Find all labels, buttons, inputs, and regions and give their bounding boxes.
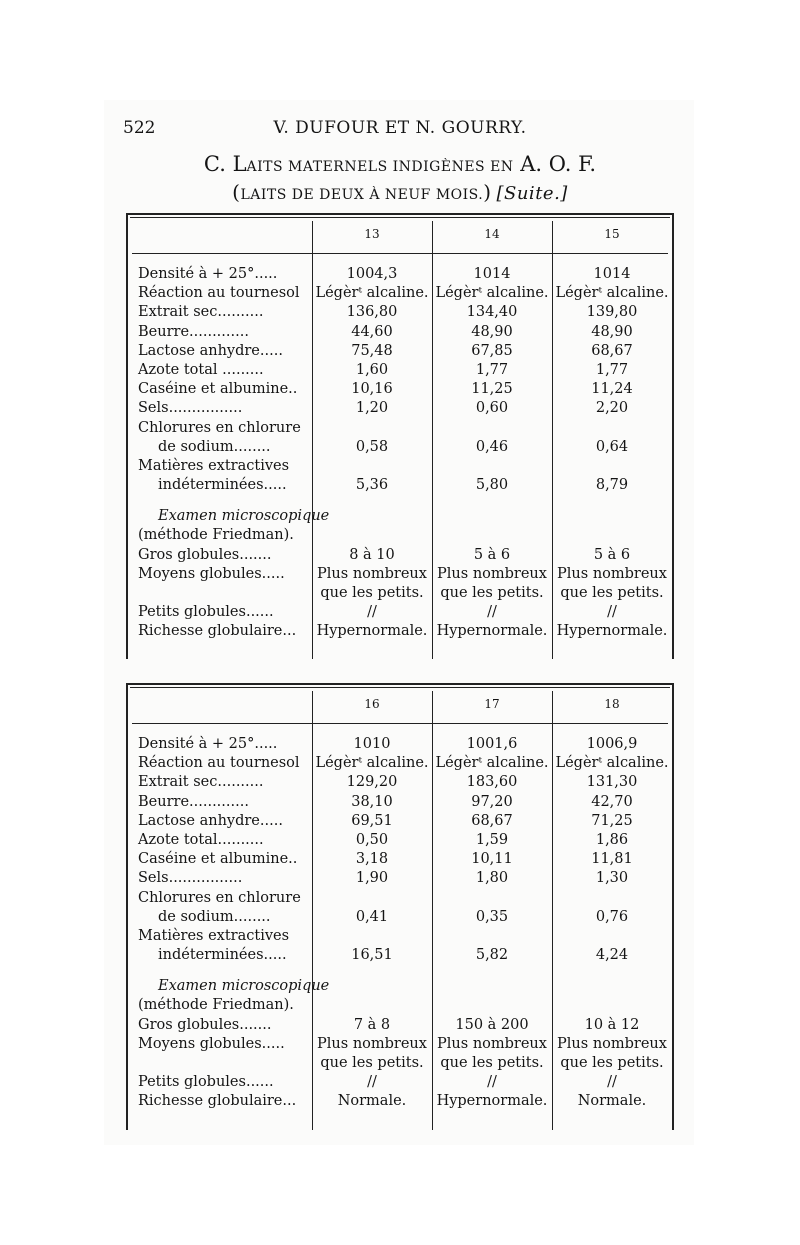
subtitle-open-paren: (	[232, 180, 241, 204]
table-row	[128, 850, 672, 869]
row-label: Gros globules.......	[138, 546, 272, 563]
table-cell: 0,60	[475, 400, 509, 417]
row-label: Densité à + 25°.....	[138, 266, 278, 282]
row-label: Chlorures en chlorure	[138, 889, 301, 906]
table-row	[128, 380, 672, 399]
table-cell: 0,64	[595, 438, 629, 455]
section-title	[0, 152, 800, 176]
row-label: Sels................	[138, 870, 243, 887]
table-row	[128, 546, 672, 565]
table-row	[128, 1016, 672, 1035]
table-cell: 139,80	[586, 304, 638, 321]
row-label: Extrait sec..........	[138, 304, 264, 321]
row-label: Caséine et albumine..	[138, 851, 298, 868]
table-row	[128, 889, 672, 908]
table-row	[128, 812, 672, 831]
table-row	[128, 495, 672, 507]
table-cell: que les petits.	[440, 585, 544, 601]
table-cell: Normale.	[337, 1093, 407, 1110]
subtitle-suite: [Suite.]	[496, 183, 568, 204]
table-row	[128, 507, 672, 526]
row-label: Beurre.............	[138, 793, 249, 810]
table-row	[128, 265, 672, 284]
table-row	[128, 603, 672, 622]
table-row	[128, 977, 672, 996]
row-label: de sodium........	[158, 438, 271, 455]
table-cell: Plus nombreux	[317, 1035, 427, 1052]
table-row	[128, 831, 672, 850]
table-row	[128, 476, 672, 495]
table-cell: 0,76	[595, 908, 629, 925]
table-row	[128, 793, 672, 812]
table-cell: 1,90	[355, 870, 389, 887]
table-cell: que les petits.	[320, 585, 424, 601]
column-header: 17	[484, 697, 500, 711]
table-row	[128, 1035, 672, 1054]
table-cell: 69,51	[351, 812, 393, 829]
table-cell: Plus nombreux	[557, 1035, 667, 1052]
table-cell: 3,18	[355, 851, 389, 868]
table-cell: 10,11	[471, 851, 513, 868]
table-inner-rule	[130, 687, 670, 688]
table-cell: Hypernormale.	[316, 623, 428, 640]
table-row	[128, 303, 672, 322]
row-label: Azote total .........	[138, 361, 264, 378]
table-cell: 68,67	[471, 812, 513, 829]
table-row	[128, 1054, 672, 1073]
row-label: Gros globules.......	[138, 1016, 272, 1033]
column-header: 16	[364, 697, 380, 711]
subtitle-text: LAITS DE DEUX À NEUF MOIS.	[240, 187, 484, 203]
table-cell: 8,79	[595, 477, 629, 494]
row-label: Petits globules......	[138, 604, 274, 621]
table-cell: 75,48	[351, 342, 393, 359]
table-cell: Normale.	[577, 1093, 647, 1110]
table-cell: 97,20	[471, 793, 513, 810]
table-cell: 7 à 8	[353, 1016, 391, 1033]
table-cell: que les petits.	[440, 1055, 544, 1071]
table-row	[128, 965, 672, 977]
table-cell: Légèrᵗ alcaline.	[315, 755, 429, 772]
table-cell: //	[367, 604, 377, 621]
running-title: V. DUFOUR ET N. GOURRY.	[273, 118, 527, 138]
row-label: Matières extractives	[138, 457, 290, 474]
table-cell: Légèrᵗ alcaline.	[435, 285, 549, 302]
table-row	[128, 438, 672, 457]
row-label: Réaction au tournesol	[138, 755, 300, 772]
table-cell: 10,16	[351, 381, 393, 398]
table-row	[128, 284, 672, 303]
row-label: Lactose anhydre.....	[138, 812, 283, 829]
table-cell: que les petits.	[560, 585, 664, 601]
table-cell: 131,30	[586, 774, 638, 791]
table-row	[128, 323, 672, 342]
row-label: indéterminées.....	[158, 947, 287, 964]
table-cell: 1,80	[475, 870, 509, 887]
table-cell: Légèrᵗ alcaline.	[555, 755, 669, 772]
row-label: Densité à + 25°.....	[138, 736, 278, 752]
table-cell: //	[607, 604, 617, 621]
row-label: (méthode Friedman).	[138, 997, 294, 1014]
row-label: Lactose anhydre.....	[138, 342, 283, 359]
table-row	[128, 773, 672, 792]
table-cell: 2,20	[595, 400, 629, 417]
row-label: Examen microscopique	[158, 508, 330, 525]
table-cell: 8 à 10	[349, 546, 395, 563]
column-header: 15	[604, 227, 620, 241]
table-row	[128, 361, 672, 380]
data-table-1	[126, 213, 674, 659]
table-cell: 183,60	[466, 774, 518, 791]
column-header: 13	[364, 227, 380, 241]
table-cell: 42,70	[591, 793, 633, 810]
table-cell: 1,60	[355, 361, 389, 378]
table-cell: 1001,6	[466, 736, 518, 752]
table-cell: 5,80	[475, 477, 509, 494]
table-cell: 71,25	[591, 812, 633, 829]
row-label: Matières extractives	[138, 927, 290, 944]
table-cell: Légèrᵗ alcaline.	[555, 285, 669, 302]
table-cell: 11,25	[471, 381, 513, 398]
table-cell: 1,20	[355, 400, 389, 417]
title-smallcaps: AITS MATERNELS INDIGÈNES EN	[246, 159, 514, 175]
table-row	[128, 1073, 672, 1092]
row-label: Caséine et albumine..	[138, 381, 298, 398]
table-cell: //	[607, 1074, 617, 1091]
table-row	[128, 399, 672, 418]
table-cell: 129,20	[346, 774, 398, 791]
table-cell: 134,40	[466, 304, 518, 321]
table-cell: 1,59	[475, 831, 509, 848]
table-cell: Hypernormale.	[556, 623, 668, 640]
table-inner-rule	[130, 217, 670, 218]
table-cell: Plus nombreux	[557, 565, 667, 582]
table-cell: 67,85	[471, 342, 513, 359]
table-cell: 1010	[353, 736, 391, 752]
section-subtitle	[0, 180, 800, 204]
row-label: (méthode Friedman).	[138, 527, 294, 544]
table-cell: Plus nombreux	[437, 565, 547, 582]
row-label: de sodium........	[158, 908, 271, 925]
row-label: Chlorures en chlorure	[138, 419, 301, 436]
page-header	[0, 118, 800, 144]
table-cell: 4,24	[595, 947, 629, 964]
table-cell: 0,58	[355, 438, 389, 455]
row-label: Azote total..........	[138, 831, 264, 848]
column-header: 14	[484, 227, 500, 241]
row-label: Petits globules......	[138, 1074, 274, 1091]
table-row	[128, 869, 672, 888]
table-cell: 1014	[473, 266, 511, 282]
table-rows	[128, 735, 672, 1112]
table-row	[128, 996, 672, 1015]
table-cell: 5,82	[475, 947, 509, 964]
table-cell: 1,86	[595, 831, 629, 848]
table-row	[128, 622, 672, 641]
table-cell: Hypernormale.	[436, 623, 548, 640]
table-cell: 0,46	[475, 438, 509, 455]
row-label: Richesse globulaire...	[138, 623, 297, 640]
table-cell: 0,35	[475, 908, 509, 925]
row-label: Beurre.............	[138, 323, 249, 340]
table-header-rule	[132, 253, 668, 254]
row-label: Sels................	[138, 400, 243, 417]
table-cell: Légèrᵗ alcaline.	[315, 285, 429, 302]
table-cell: 68,67	[591, 342, 633, 359]
table-cell: 150 à 200	[455, 1016, 529, 1033]
table-cell: Légèrᵗ alcaline.	[435, 755, 549, 772]
table-cell: 5,36	[355, 477, 389, 494]
row-label: Extrait sec..........	[138, 774, 264, 791]
table-cell: 11,24	[591, 381, 633, 398]
table-cell: 5 à 6	[473, 546, 511, 563]
table-row	[128, 735, 672, 754]
table-cell: 44,60	[351, 323, 393, 340]
table-row	[128, 584, 672, 603]
table-cell: 16,51	[351, 947, 393, 964]
title-tail: A. O. F.	[520, 152, 597, 176]
subtitle-close-paren: )	[483, 180, 492, 204]
table-cell: 1006,9	[586, 736, 638, 752]
data-table-2	[126, 683, 674, 1130]
row-label: Moyens globules.....	[138, 565, 285, 582]
column-header: 18	[604, 697, 620, 711]
table-cell: 11,81	[591, 851, 633, 868]
table-cell: 1,77	[475, 361, 509, 378]
table-cell: 48,90	[471, 323, 513, 340]
row-label: Moyens globules.....	[138, 1035, 285, 1052]
table-cell: 0,50	[355, 831, 389, 848]
table-cell: Hypernormale.	[436, 1093, 548, 1110]
table-row	[128, 457, 672, 476]
table-row	[128, 754, 672, 773]
row-label: Richesse globulaire...	[138, 1093, 297, 1110]
table-row	[128, 342, 672, 361]
table-row	[128, 565, 672, 584]
table-rows	[128, 265, 672, 642]
table-cell: que les petits.	[320, 1055, 424, 1071]
table-header-rule	[132, 723, 668, 724]
table-row	[128, 908, 672, 927]
table-cell: Plus nombreux	[437, 1035, 547, 1052]
row-label: Examen microscopique	[158, 978, 330, 995]
table-row	[128, 526, 672, 545]
table-cell: //	[487, 1074, 497, 1091]
table-row	[128, 419, 672, 438]
row-label: Réaction au tournesol	[138, 285, 300, 302]
table-row	[128, 1092, 672, 1111]
table-cell: //	[367, 1074, 377, 1091]
table-cell: Plus nombreux	[317, 565, 427, 582]
table-cell: 1,77	[595, 361, 629, 378]
table-cell: //	[487, 604, 497, 621]
table-cell: que les petits.	[560, 1055, 664, 1071]
table-cell: 0,41	[355, 908, 389, 925]
page-number: 522	[123, 118, 156, 138]
table-cell: 1,30	[595, 870, 629, 887]
table-cell: 10 à 12	[584, 1016, 640, 1033]
title-initial: C. L	[203, 152, 247, 176]
table-row	[128, 927, 672, 946]
table-cell: 1014	[593, 266, 631, 282]
row-label: indéterminées.....	[158, 477, 287, 494]
table-cell: 48,90	[591, 323, 633, 340]
table-cell: 1004,3	[346, 266, 398, 282]
table-cell: 136,80	[346, 304, 398, 321]
table-cell: 38,10	[351, 793, 393, 810]
table-row	[128, 946, 672, 965]
table-cell: 5 à 6	[593, 546, 631, 563]
